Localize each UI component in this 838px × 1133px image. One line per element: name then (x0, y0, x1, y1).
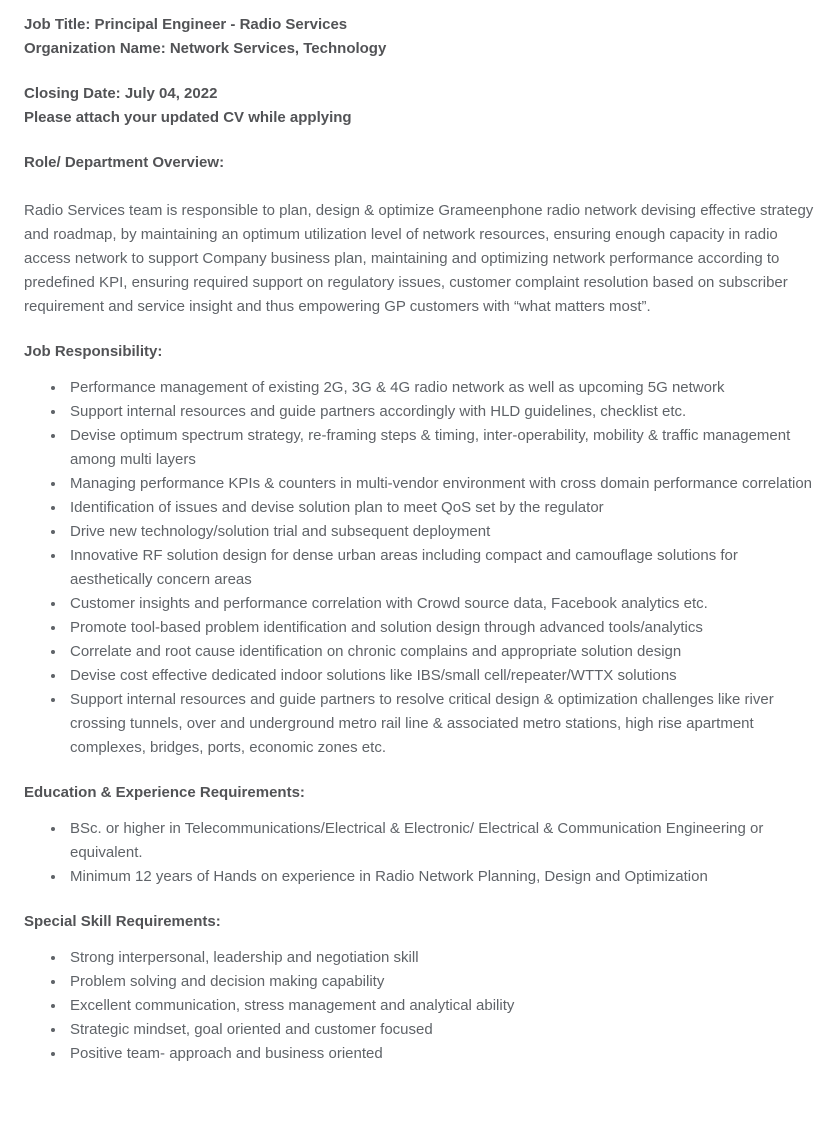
section-education-experience (24, 781, 814, 889)
bullet-item: • Support internal resources and guide partners accordingly with HLD guidelines, checklist etc. (66, 400, 814, 424)
education-experience-heading: Education & Experience Requirements: (24, 784, 305, 801)
bullet-item: • Positive team- approach and business oriented (66, 1042, 814, 1066)
job-header (24, 13, 814, 61)
cv-attach-note-line: Please attach your updated CV while applying (24, 109, 352, 126)
job-meta (24, 82, 814, 130)
bullet-item: • Innovative RF solution design for dense urban areas including compact and camouflage solutions for aesthetically concern areas (66, 544, 814, 592)
bullet-item: • Performance management of existing 2G, 3G & 4G radio network as well as upcoming 5G network (66, 376, 814, 400)
section-special-skills (24, 910, 814, 1066)
section-role-overview (24, 151, 814, 319)
job-title-line: Job Title: Principal Engineer - Radio Services (24, 16, 348, 33)
special-skills-heading: Special Skill Requirements: (24, 913, 221, 930)
bullet-item: • Customer insights and performance correlation with Crowd source data, Facebook analytics etc. (66, 592, 814, 616)
bullet-item: • Minimum 12 years of Hands on experience in Radio Network Planning, Design and Optimization (66, 865, 814, 889)
bullet-item: • BSc. or higher in Telecommunications/Electrical & Electronic/ Electrical & Communication Engineering or equivalent. (66, 817, 814, 865)
bullet-item: • Devise cost effective dedicated indoor solutions like IBS/small cell/repeater/WTTX solutions (66, 664, 814, 688)
bullet-item: • Strong interpersonal, leadership and negotiation skill (66, 946, 814, 970)
closing-date-line: Closing Date: July 04, 2022 (24, 85, 218, 102)
bullet-item: • Support internal resources and guide partners to resolve critical design & optimization challenges like river crossing tunnels, over and underground metro rail line & associated metro stations, high rise apartment complexes, bridges, ports, economic zones etc. (66, 688, 814, 760)
job-responsibility-heading: Job Responsibility: (24, 343, 163, 360)
section-job-responsibility (24, 340, 814, 760)
role-overview-heading: Role/ Department Overview: (24, 154, 225, 171)
bullet-item: • Identification of issues and devise solution plan to meet QoS set by the regulator (66, 496, 814, 520)
organization-name-line: Organization Name: Network Services, Technology (24, 40, 387, 57)
special-skills-list (24, 946, 814, 1066)
bullet-item: • Promote tool-based problem identification and solution design through advanced tools/analytics (66, 616, 814, 640)
education-experience-list (24, 817, 814, 889)
bullet-item: • Drive new technology/solution trial and subsequent deployment (66, 520, 814, 544)
job-responsibility-list (24, 376, 814, 760)
bullet-item: • Problem solving and decision making capability (66, 970, 814, 994)
bullet-item: • Strategic mindset, goal oriented and customer focused (66, 1018, 814, 1042)
bullet-item: • Correlate and root cause identification on chronic complains and appropriate solution design (66, 640, 814, 664)
bullet-item: • Excellent communication, stress management and analytical ability (66, 994, 814, 1018)
bullet-item: • Devise optimum spectrum strategy, re-framing steps & timing, inter-operability, mobility & traffic management among multi layers (66, 424, 814, 472)
bullet-item: • Managing performance KPIs & counters in multi-vendor environment with cross domain performance correlation (66, 472, 814, 496)
role-overview-paragraph: Radio Services team is responsible to plan, design & optimize Grameenphone radio network devising effective strategy and roadmap, by maintaining an optimum utilization level of network resources, ensuring enough capacity in radio access network to support Company business plan, maintaining and optimizing network performance according to predefined KPI, ensuring required support on regulatory issues, customer complaint resolution based on subscriber requirement and service insight and thus empowering GP customers with “what matters most”. (24, 202, 814, 315)
